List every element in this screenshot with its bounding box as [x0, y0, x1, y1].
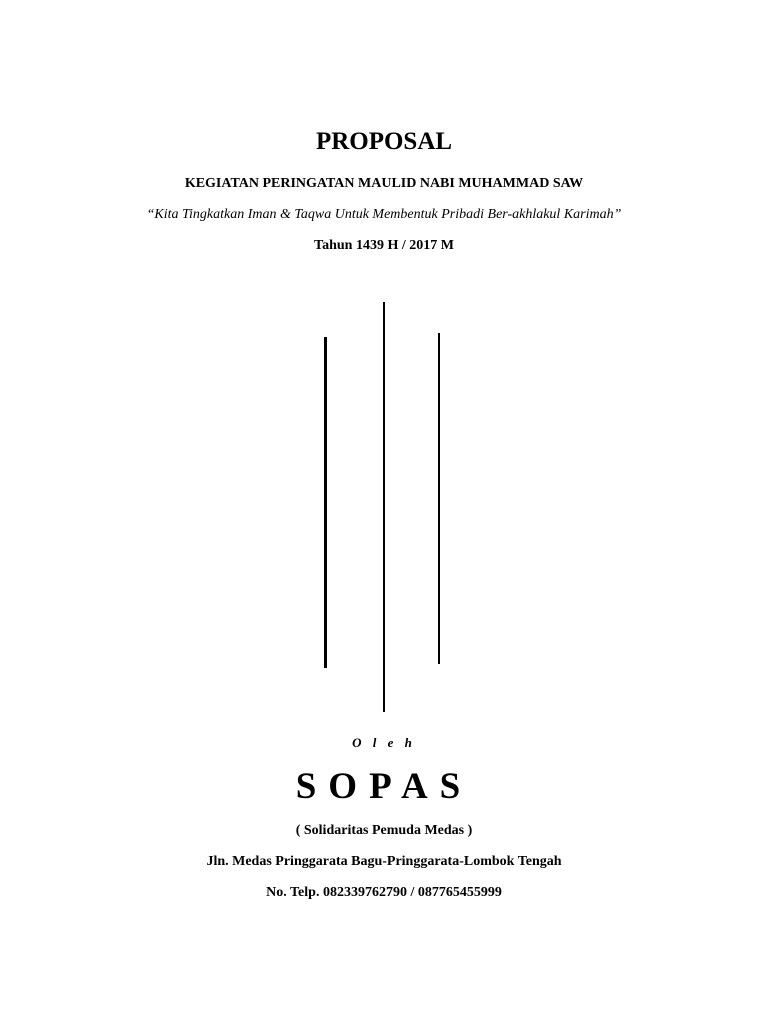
organization-phone: No. Telp. 082339762790 / 087765455999	[266, 885, 502, 900]
organization-address: Jln. Medas Pringgarata Bagu-Pringgarata-Lombok Tengah	[206, 854, 562, 869]
organization-name: SOPAS	[295, 766, 473, 807]
decorative-rule-left	[324, 337, 327, 668]
event-motto: “Kita Tingkatkan Iman & Taqwa Untuk Membentuk Pribadi Ber-akhlakul Karimah”	[146, 207, 622, 222]
event-year: Tahun 1439 H / 2017 M	[314, 238, 454, 253]
by-label: O l e h	[352, 735, 416, 750]
event-subtitle: KEGIATAN PERINGATAN MAULID NABI MUHAMMAD SAW	[184, 176, 584, 191]
decorative-rule-middle	[383, 302, 385, 712]
decorative-rule-right	[438, 333, 440, 664]
organization-full-name: ( Solidaritas Pemuda Medas )	[295, 823, 473, 838]
document-title: PROPOSAL	[315, 128, 453, 155]
